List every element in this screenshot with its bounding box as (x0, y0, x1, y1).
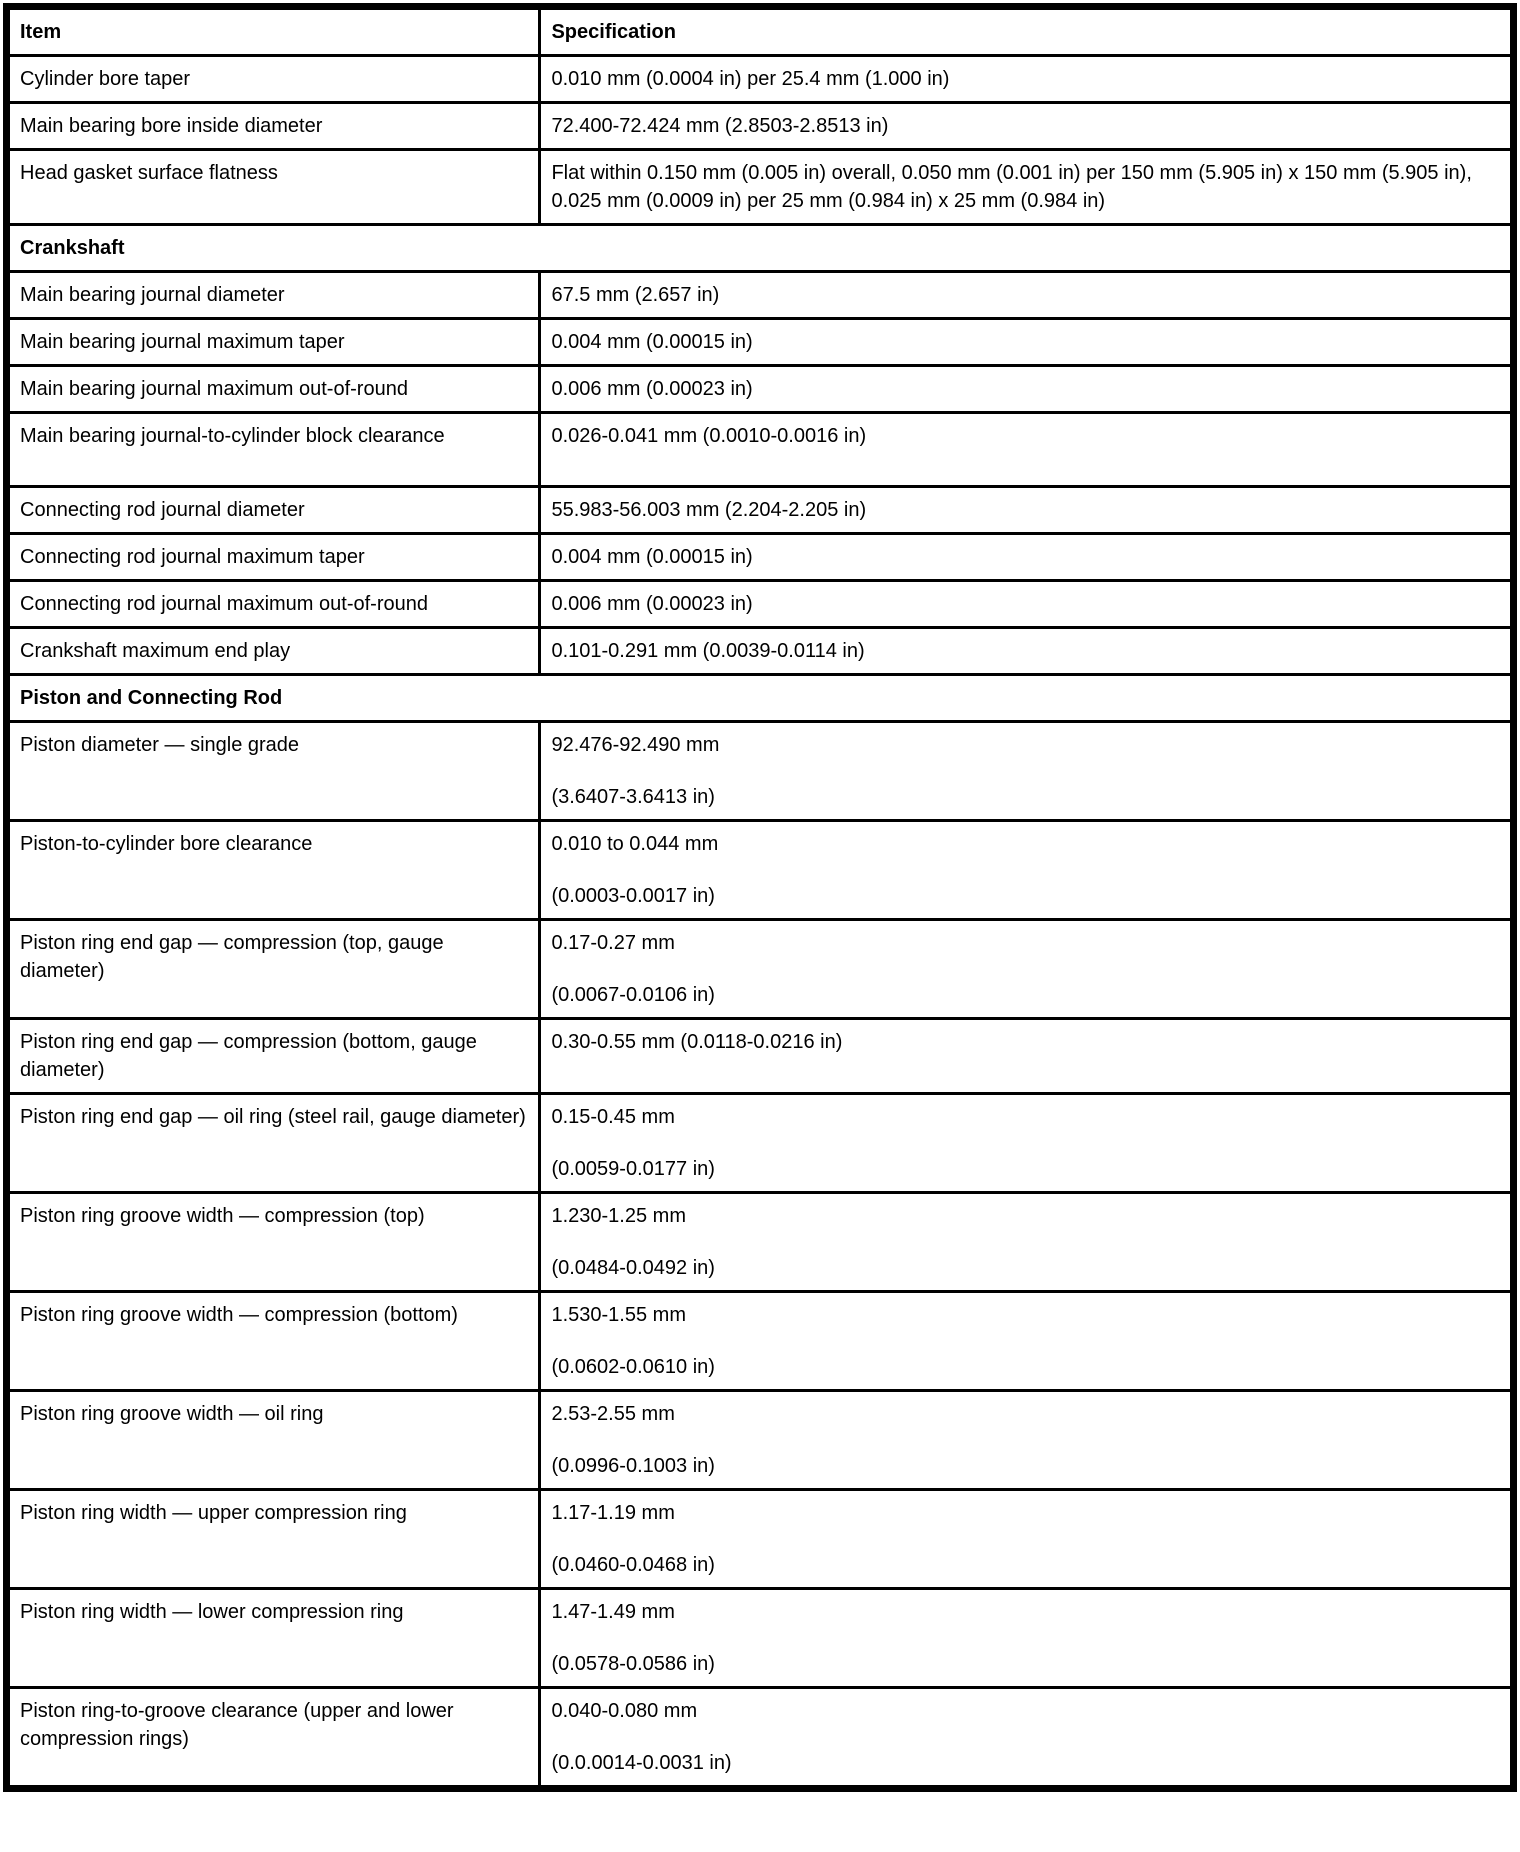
spec-cell (540, 722, 1514, 821)
spec-line: 0.006 mm (0.00023 in) (551, 593, 753, 615)
spec-line: 1.530-1.55 mm (551, 1304, 686, 1326)
spec-line: 1.17-1.19 mm (551, 1502, 675, 1524)
section-header: Crankshaft (7, 225, 1514, 272)
spec-line: 0.006 mm (0.00023 in) (551, 378, 753, 400)
table-row (7, 319, 1514, 366)
spec-line: (0.0996-0.1003 in) (551, 1455, 715, 1477)
item-cell: Piston ring-to-groove clearance (upper and lower compression rings) (7, 1688, 540, 1789)
spec-line: 1.47-1.49 mm (551, 1601, 675, 1623)
spec-line: (0.0484-0.0492 in) (551, 1257, 715, 1279)
spec-line: (0.0059-0.0177 in) (551, 1158, 715, 1180)
table-row (7, 628, 1514, 675)
spec-line: 0.004 mm (0.00015 in) (551, 546, 753, 568)
spec-line: (0.0460-0.0468 in) (551, 1554, 715, 1576)
spec-line: (0.0578-0.0586 in) (551, 1653, 715, 1675)
section-header-row (7, 675, 1514, 722)
spec-cell (540, 1391, 1514, 1490)
spec-cell (540, 103, 1514, 150)
spec-cell (540, 150, 1514, 225)
spec-line: 2.53-2.55 mm (551, 1403, 675, 1425)
spec-cell (540, 1292, 1514, 1391)
item-cell: Piston ring groove width — oil ring (7, 1391, 540, 1490)
spec-line: (0.0067-0.0106 in) (551, 984, 715, 1006)
item-cell: Piston ring end gap — compression (top, gauge diameter) (7, 920, 540, 1019)
spec-line: 55.983-56.003 mm (2.204-2.205 in) (551, 499, 867, 521)
spec-line: (0.0.0014-0.0031 in) (551, 1752, 732, 1774)
table-row (7, 534, 1514, 581)
item-cell: Main bearing journal-to-cylinder block clearance (7, 413, 540, 487)
item-cell: Cylinder bore taper (7, 56, 540, 103)
item-cell: Piston ring width — lower compression ring (7, 1589, 540, 1688)
spec-line: 1.230-1.25 mm (551, 1205, 686, 1227)
item-cell: Connecting rod journal maximum out-of-round (7, 581, 540, 628)
spec-line: (0.0003-0.0017 in) (551, 885, 715, 907)
table-row (7, 103, 1514, 150)
section-header-row (7, 225, 1514, 272)
spec-line: 72.400-72.424 mm (2.8503-2.8513 in) (551, 115, 889, 137)
spec-line: 0.040-0.080 mm (551, 1700, 698, 1722)
table-row (7, 920, 1514, 1019)
spec-cell (540, 1490, 1514, 1589)
item-cell: Piston ring width — upper compression ring (7, 1490, 540, 1589)
spec-cell (540, 1094, 1514, 1193)
item-cell: Piston diameter — single grade (7, 722, 540, 821)
spec-cell (540, 56, 1514, 103)
spec-cell (540, 1193, 1514, 1292)
spec-cell (540, 413, 1514, 487)
column-header-item: Item (7, 7, 540, 56)
header-row (7, 7, 1514, 56)
spec-cell (540, 534, 1514, 581)
item-cell: Connecting rod journal maximum taper (7, 534, 540, 581)
item-cell: Piston ring groove width — compression (top) (7, 1193, 540, 1292)
spec-line: 0.17-0.27 mm (551, 932, 675, 954)
table-row (7, 821, 1514, 920)
spec-cell (540, 1019, 1514, 1094)
item-cell: Crankshaft maximum end play (7, 628, 540, 675)
table-row (7, 722, 1514, 821)
item-cell: Connecting rod journal diameter (7, 487, 540, 534)
table-row (7, 1490, 1514, 1589)
table-row (7, 272, 1514, 319)
item-cell: Main bearing bore inside diameter (7, 103, 540, 150)
table-row (7, 1292, 1514, 1391)
table-row (7, 1391, 1514, 1490)
spec-line: (3.6407-3.6413 in) (551, 786, 715, 808)
item-cell: Piston ring end gap — oil ring (steel rail, gauge diameter) (7, 1094, 540, 1193)
table-row (7, 1193, 1514, 1292)
table-row (7, 413, 1514, 487)
spec-cell (540, 1688, 1514, 1789)
table-row (7, 1019, 1514, 1094)
spec-line: 92.476-92.490 mm (551, 734, 720, 756)
item-cell: Piston ring end gap — compression (bottom, gauge diameter) (7, 1019, 540, 1094)
spec-line: 0.101-0.291 mm (0.0039-0.0114 in) (551, 640, 865, 662)
spec-cell (540, 272, 1514, 319)
spec-line: 0.010 to 0.044 mm (551, 833, 719, 855)
spec-cell (540, 581, 1514, 628)
spec-cell (540, 487, 1514, 534)
item-cell: Main bearing journal diameter (7, 272, 540, 319)
spec-cell (540, 628, 1514, 675)
spec-line: 0.026-0.041 mm (0.0010-0.0016 in) (551, 425, 867, 447)
spec-line: (0.0602-0.0610 in) (551, 1356, 715, 1378)
item-cell: Piston-to-cylinder bore clearance (7, 821, 540, 920)
table-row (7, 1094, 1514, 1193)
spec-cell (540, 319, 1514, 366)
spec-cell (540, 821, 1514, 920)
table-row (7, 487, 1514, 534)
item-cell: Head gasket surface flatness (7, 150, 540, 225)
column-header-specification: Specification (540, 7, 1514, 56)
spec-line: 0.004 mm (0.00015 in) (551, 331, 753, 353)
spec-cell (540, 1589, 1514, 1688)
table-row (7, 581, 1514, 628)
table-row (7, 56, 1514, 103)
spec-cell (540, 366, 1514, 413)
spec-line: 67.5 mm (2.657 in) (551, 284, 720, 306)
item-cell: Main bearing journal maximum taper (7, 319, 540, 366)
table-row (7, 1688, 1514, 1789)
item-cell: Main bearing journal maximum out-of-round (7, 366, 540, 413)
spec-line: 0.15-0.45 mm (551, 1106, 675, 1128)
table-row (7, 366, 1514, 413)
section-header: Piston and Connecting Rod (7, 675, 1514, 722)
spec-line: 0.30-0.55 mm (0.0118-0.0216 in) (551, 1031, 843, 1053)
table-row (7, 1589, 1514, 1688)
table-row (7, 150, 1514, 225)
item-cell: Piston ring groove width — compression (bottom) (7, 1292, 540, 1391)
spec-line: Flat within 0.150 mm (0.005 in) overall, 0.050 mm (0.001 in) per 150 mm (5.905 in) x 150 mm (5.905 in), 0.025 mm (0.0009 in) per 25 mm (0.984 in) x 25 mm (0.984 in) (551, 162, 1472, 212)
spec-cell (540, 920, 1514, 1019)
spec-line: 0.010 mm (0.0004 in) per 25.4 mm (1.000 in) (551, 68, 950, 90)
specifications-table (3, 3, 1517, 1792)
